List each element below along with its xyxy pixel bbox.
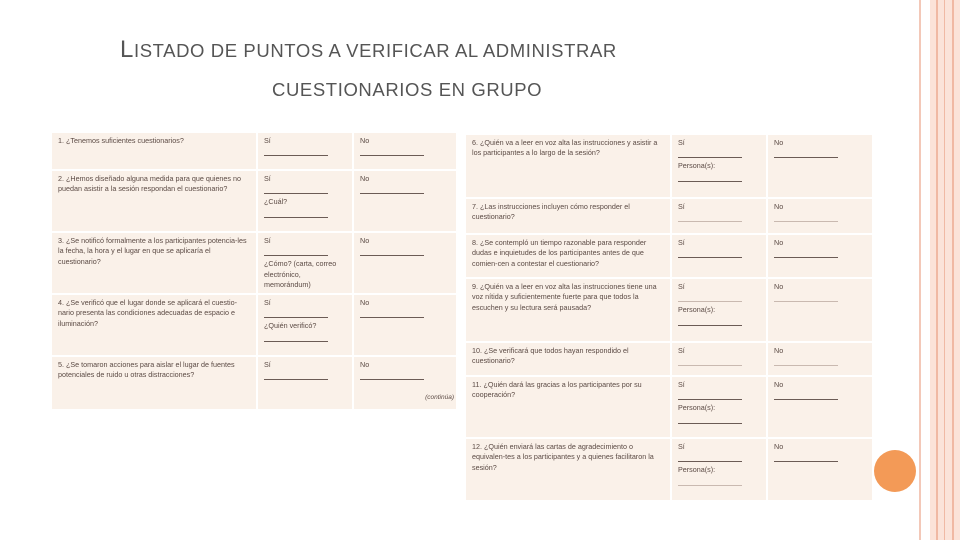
answer-line — [264, 184, 328, 194]
checklist-row — [465, 376, 873, 438]
answer-no-cell: No — [767, 342, 873, 376]
answer-line — [360, 184, 424, 194]
checklist-row — [51, 132, 457, 170]
answer-line — [678, 414, 742, 424]
answer-line — [774, 292, 838, 302]
answer-line — [264, 146, 328, 156]
answer-line — [678, 148, 742, 158]
decorative-border-line — [936, 0, 938, 540]
checklist-row — [51, 170, 457, 232]
answer-line — [264, 332, 328, 342]
answer-line — [360, 146, 424, 156]
checklist-row — [465, 438, 873, 501]
answer-no-cell: No — [353, 294, 457, 356]
answer-line — [678, 212, 742, 222]
answer-yes-cell: Sí — [671, 198, 767, 234]
checklist-row — [465, 198, 873, 234]
continues-note: (continúa) — [425, 394, 454, 402]
answer-yes-cell: Sí — [257, 132, 353, 170]
answer-yes-cell: Sí ¿Cuál? — [257, 170, 353, 232]
answer-line — [678, 248, 742, 258]
question-cell: 2. ¿Hemos diseñado alguna medida para que quienes no puedan asistir a la sesión respondan el cuestionario? — [51, 170, 257, 232]
title-line-1-text: ISTADO DE PUNTOS A VERIFICAR AL ADMINISTRAR — [133, 40, 617, 61]
question-cell: 1. ¿Tenemos suficientes cuestionarios? — [51, 132, 257, 170]
answer-no-cell: No — [353, 132, 457, 170]
checklist-row — [51, 356, 457, 412]
answer-line — [678, 452, 742, 462]
answer-line — [678, 172, 742, 182]
answer-line — [774, 390, 838, 400]
question-cell: 3. ¿Se notificó formalmente a los participantes potencia-les la fecha, la hora y el lugar en que se aplicaría el cuestionario? — [51, 232, 257, 294]
decorative-border-line — [919, 0, 921, 540]
answer-no-cell: No — [353, 170, 457, 232]
answer-line — [264, 370, 328, 380]
answer-yes-cell: Sí Persona(s): — [671, 278, 767, 342]
answer-line — [774, 452, 838, 462]
question-cell: 5. ¿Se tomaron acciones para aislar el lugar de fuentes potenciales de ruido u otras distracciones? — [51, 356, 257, 412]
checklist-row — [51, 294, 457, 356]
title-line-1 — [120, 36, 820, 64]
answer-no-cell: No — [767, 438, 873, 501]
answer-no-cell: No — [767, 376, 873, 438]
answer-line — [678, 292, 742, 302]
decorative-border-band — [930, 0, 960, 540]
answer-yes-cell: Sí ¿Cómo? (carta, correo electrónico, memorándum) — [257, 232, 353, 294]
question-cell: 12. ¿Quién enviará las cartas de agradecimiento o equivalen-tes a los participantes y a quienes facilitaron la sesión? — [465, 438, 671, 501]
question-cell: 11. ¿Quién dará las gracias a los participantes por su cooperación? — [465, 376, 671, 438]
answer-line — [774, 248, 838, 258]
answer-line — [678, 476, 742, 486]
answer-line — [678, 390, 742, 400]
checklist-row — [465, 278, 873, 342]
slide-title — [120, 36, 820, 101]
title-initial: L — [120, 36, 134, 63]
answer-line — [360, 308, 424, 318]
answer-line — [360, 370, 424, 380]
question-cell: 6. ¿Quién va a leer en voz alta las instrucciones y asistir a los participantes a lo largo de la sesión? — [465, 134, 671, 198]
answer-line — [264, 308, 328, 318]
checklist-table-left — [50, 131, 458, 409]
answer-no-cell: No — [767, 234, 873, 278]
decorative-border-line — [952, 0, 954, 540]
question-cell: 7. ¿Las instrucciones incluyen cómo responder el cuestionario? — [465, 198, 671, 234]
checklist-table-right — [464, 133, 874, 500]
answer-yes-cell: Sí — [671, 234, 767, 278]
question-cell: 8. ¿Se contempló un tiempo razonable para responder dudas e inquietudes de los participantes antes de que comien-cen a contestar el cuestionario? — [465, 234, 671, 278]
answer-yes-cell: Sí Persona(s): — [671, 376, 767, 438]
question-cell: 4. ¿Se verificó que el lugar donde se aplicará el cuestio-nario presenta las condiciones adecuadas de espacio e iluminación? — [51, 294, 257, 356]
answer-no-cell: No — [767, 198, 873, 234]
checklist-row — [465, 342, 873, 376]
answer-no-cell: No — [353, 232, 457, 294]
answer-yes-cell: Sí Persona(s): — [671, 438, 767, 501]
decorative-accent-circle — [874, 450, 916, 492]
checklist-row — [465, 134, 873, 198]
answer-yes-cell: Sí ¿Quién verificó? — [257, 294, 353, 356]
answer-yes-cell: Sí — [257, 356, 353, 412]
answer-line — [264, 208, 328, 218]
decorative-border-line — [944, 0, 945, 540]
answer-yes-cell: Sí — [671, 342, 767, 376]
answer-line — [264, 246, 328, 256]
checklist-row — [51, 232, 457, 294]
answer-no-cell: No (continúa) — [353, 356, 457, 412]
answer-line — [360, 246, 424, 256]
answer-line — [774, 356, 838, 366]
answer-line — [774, 212, 838, 222]
answer-line — [678, 316, 742, 326]
question-cell: 10. ¿Se verificará que todos hayan respondido el cuestionario? — [465, 342, 671, 376]
question-cell: 9. ¿Quién va a leer en voz alta las instrucciones tiene una voz nítida y suficientemente fuerte para que todos la escuchen y su lectura será pausada? — [465, 278, 671, 342]
checklist-row — [465, 234, 873, 278]
answer-no-cell: No — [767, 278, 873, 342]
answer-line — [678, 356, 742, 366]
answer-line — [774, 148, 838, 158]
answer-no-cell: No — [767, 134, 873, 198]
title-line-2: CUESTIONARIOS EN GRUPO — [272, 79, 543, 100]
answer-yes-cell: Sí Persona(s): — [671, 134, 767, 198]
